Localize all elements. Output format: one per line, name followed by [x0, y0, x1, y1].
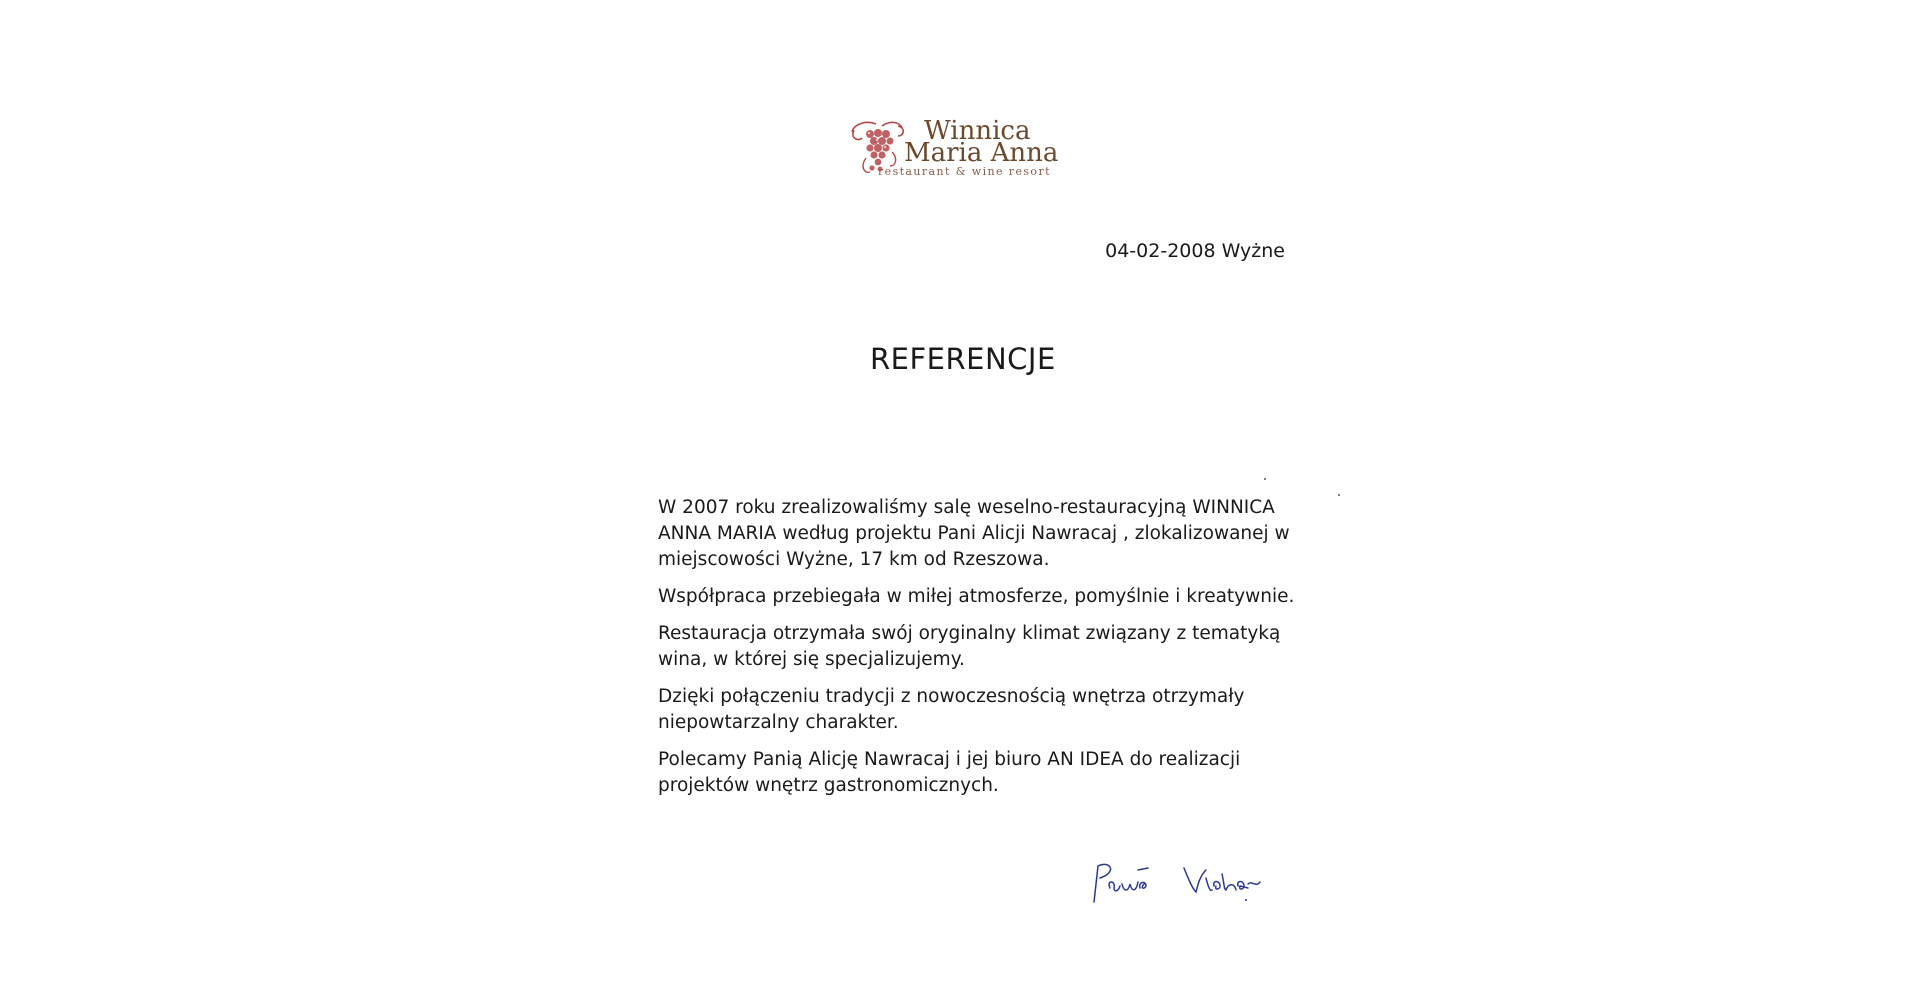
- paragraph: Polecamy Panią Alicję Nawracaj i jej biuro AN IDEA do realizacji projektów wnętrz gastronomicznych.: [658, 749, 1241, 796]
- paragraph: Restauracja otrzymała swój oryginalny klimat związany z tematyką wina, w której się specjalizujemy.: [658, 623, 1281, 670]
- paper-speck: [1338, 494, 1340, 496]
- handwritten-signature: [1088, 858, 1288, 908]
- document-title: REFERENCJE: [870, 342, 1056, 376]
- logo-title-line2: Maria Anna: [904, 138, 1059, 168]
- letter-body: [658, 495, 1308, 810]
- paragraph: Współpraca przebiegała w miłej atmosferze, pomyślnie i kreatywnie.: [658, 586, 1295, 607]
- date-and-place: 04-02-2008 Wyżne: [1105, 240, 1285, 262]
- logo-tagline: restaurant & wine resort: [878, 165, 1051, 178]
- winery-logo: [846, 116, 1076, 182]
- paper-speck: [1264, 478, 1266, 480]
- paragraph: W 2007 roku zrealizowaliśmy salę weselno-restauracyjną WINNICA ANNA MARIA według projektu Pani Alicji Nawracaj , zlokalizowanej w miejscowości Wyżne, 17 km od Rzeszowa.: [658, 497, 1290, 570]
- paragraph: Dzięki połączeniu tradycji z nowoczesnością wnętrza otrzymały niepowtarzalny charakter.: [658, 686, 1245, 733]
- logo-title-line1: Winnica: [924, 116, 1031, 146]
